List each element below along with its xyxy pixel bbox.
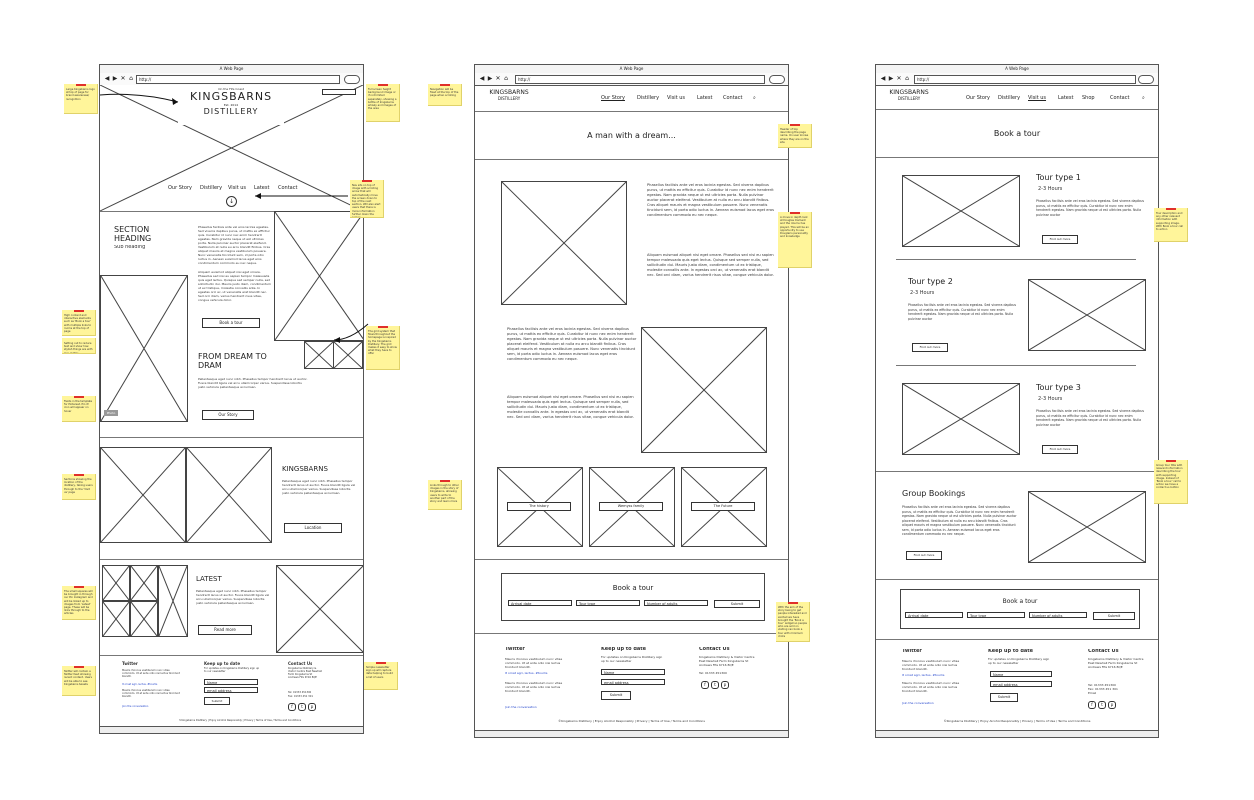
pinterest-icon[interactable]: p: [308, 703, 316, 711]
tour3-text: Phasellus facilisis ante vel eros lacinia egestas. Sed viverra dapibus purus, ut mattis ex efficitur quis. Curabitur id nunc nec enim hendrerit egestas. Nam gravida neque ut est ultricies porta. Nulla pulvinar auctor: [1036, 409, 1145, 427]
tweet-link[interactable]: It ornat agri, lectus. #tourlis: [122, 683, 158, 686]
annotation-note: [62, 474, 96, 500]
browser-toolbar: [876, 73, 1158, 86]
tweet-link[interactable]: It ornat agri, lectus. #tourlis: [505, 671, 548, 675]
note-text: Twitter will contain a Twitter feed showing recent content. Users will be able to see Kingsbarns tweets: [64, 670, 92, 686]
email-field[interactable]: email address: [990, 681, 1052, 687]
contact-address: Kingsbarns Distillery & Visitor Centre East Newhall Farm Kingsbarns St Andrews Fife KY16 8QE: [699, 655, 755, 667]
kingsbarns-text: Pellentesque eget nunc nibh. Phasellus tempor hendrerit lacus ut auctor. Fusce blandit ligula vel arcu ullamcorper varius. Suspendisse lobortis justo vehicula pellentesque accumsan.: [282, 479, 356, 495]
latest-text: Pellentesque eget nunc nibh. Phasellus tempor hendrerit lacus ut auctor. Fusce blandit ligula vel arcu ullamcorper varius. Suspendisse lobortis justo vehicula pellentesque accumsan.: [196, 589, 270, 605]
divider: [100, 559, 363, 560]
annotation-note: [64, 84, 98, 114]
pin-icon: [74, 396, 84, 398]
brand-line2: DISTILLERY: [203, 107, 259, 116]
twitter-title: Twitter: [505, 647, 525, 652]
brand-line2: DISTILLERY: [497, 96, 521, 101]
brand-line1: KINGSBARNS: [189, 90, 273, 103]
booking-title: Book a tour: [612, 584, 654, 592]
contact-title: Contact Us: [288, 661, 313, 666]
tour1-text: Phasellus facilisis ante vel eros lacinia egestas. Sed viverra dapibus purus, ut mattis ex efficitur quis. Curabitur id nunc nec enim hendrerit egestas. Nam gravida neque ut est ultricies porta. Nulla pulvinar auctor: [1036, 199, 1145, 217]
tour3-find-out-more-button[interactable]: Find out more: [1042, 445, 1078, 454]
note-text: Full screen height background image or if not limited separately, showing a bottle of kingsbarns whisky and images of the area: [368, 88, 397, 111]
browser-search-input[interactable]: [344, 75, 360, 84]
tweet-text: Mauris rhoncus vestibulum nunc vitae commodo. Ut et ante odio nisi lectus tincidunt blandit.: [902, 659, 960, 671]
facebook-icon[interactable]: f: [1088, 701, 1096, 709]
brand-line2: DISTILLERY: [897, 96, 921, 101]
tweet-text-2: Mauris rhoncus vestibulum nunc vitae commodo. Ut et ante odio nisi lectus tincidunt blandit.: [122, 689, 180, 698]
tour2-title: Tour type 2: [908, 277, 953, 286]
back-icon[interactable]: ◀: [104, 75, 110, 82]
note-text: Fields in the template for Pinterest. Pin it! icon will appear on hover: [64, 400, 93, 413]
story-image-placeholder-2: [641, 327, 767, 453]
book-tour-button[interactable]: Book a tour: [202, 318, 260, 328]
nav-visit-us[interactable]: Visit us: [228, 185, 247, 191]
newsletter-submit-button[interactable]: Submit: [601, 691, 631, 700]
forward-icon[interactable]: ▶: [112, 75, 118, 82]
story-text-3: Phasellus facilisis ante vel eros lacinia egestas. Sed viverra dapibus purus, ut mattis ex efficitur quis. Curabitur id nunc nec enim hendrerit egestas. Nam gravida neque ut est ultricies porta. Nulla pulvinar auctor placerat eleifend. Vestibulum at nulla eu arcu blandit finibus. Cras aliquet mauris et magna vestibulum posuere. Nunc venenatis tincidunt sem, id porta odio luctus in. Aenean euismod lacus eget eros condimentum commodo eu nec neque.: [507, 327, 637, 361]
nav-latest[interactable]: Latest: [254, 185, 270, 191]
tour3-image-placeholder: [902, 383, 1020, 455]
note-text: High content and interactive elements such as 'Book a tour' with multiple links to rooms at the top of page: [64, 314, 92, 334]
wireframe-homepage: [99, 64, 364, 734]
tweet-link[interactable]: It ornat agri, lectus. #tourlis: [902, 673, 945, 677]
tour3-title: Tour type 3: [1036, 383, 1081, 392]
contact-email: Email: [1088, 691, 1097, 695]
annotation-note: [366, 84, 400, 122]
twitter-title: Twitter: [122, 661, 138, 666]
forward-icon[interactable]: ▶: [888, 75, 894, 82]
note-text: Large Kingsbarns logo at top of page for brand awareness/ recognition: [66, 88, 95, 101]
twitter-more-link[interactable]: Join the conversation: [902, 701, 934, 705]
tour2-hours: 2-3 Hours: [910, 290, 935, 296]
tweet-text-2: Mauris rhoncus vestibulum nunc vitae commodo. Ut et ante odio nisi lectus tincidunt blandit.: [505, 681, 563, 693]
keep-up-title: Keep up to date: [204, 661, 241, 666]
image-placeholder: [274, 211, 364, 341]
pin-icon: [440, 480, 450, 482]
tour1-hours: 2-3 Hours: [1038, 186, 1063, 192]
window-titlebar: A Web Page: [475, 65, 788, 74]
nav-contact[interactable]: Contact: [1110, 95, 1130, 101]
insta-image-placeholder-4: [130, 565, 158, 601]
tour3-hours: 2-3 Hours: [1038, 396, 1063, 402]
booking-widget: [501, 573, 765, 621]
email-field[interactable]: email address: [204, 687, 258, 693]
latest-image-placeholder: [276, 565, 364, 653]
note-text: A move in depth look at Douglas Clement and the role he has played. This will be an opportunity to use Douglas's personality and knowledge: [780, 216, 809, 239]
card-history-button[interactable]: The history: [507, 502, 571, 511]
note-text: Nav sits on top of image with scrolling arrow that will automatically move the screen down to top of the next section. Will also alert users that there is more information further down the screen: [352, 184, 381, 218]
name-field[interactable]: Name: [990, 671, 1052, 677]
arrival-date-select[interactable]: Arrival date: [905, 612, 963, 618]
pin-icon: [74, 310, 84, 312]
nav-our-story[interactable]: Our Story: [966, 95, 990, 101]
nav-visit-us[interactable]: Visit us: [1028, 95, 1047, 101]
window-statusbar: [475, 730, 788, 737]
location-image-placeholder-1: [100, 447, 186, 543]
location-image-placeholder-2: [186, 447, 272, 543]
pin-icon: [74, 586, 84, 588]
pin-icon: [76, 84, 86, 86]
booking-submit-button[interactable]: Submit: [714, 600, 760, 608]
facebook-icon[interactable]: f: [701, 681, 709, 689]
tour2-image-placeholder: [1028, 279, 1146, 351]
brand-logo-small: [483, 89, 535, 109]
tour-type-select[interactable]: Tour type: [576, 600, 640, 606]
pin-icon: [788, 602, 798, 604]
page-hero-title: A man with a dream...: [587, 131, 676, 140]
page-hero-title: Book a tour: [993, 129, 1041, 138]
url-bar[interactable]: http://: [515, 75, 765, 84]
tweet-text: Mauris rhoncus vestibulum nunc vitae commodo. Ut et ante odio nisi lectus tincidunt blandit.: [505, 657, 563, 669]
tweet-text: Mauris rhoncus vestibulum nunc vitae commodo. Ut et ante odio nisi lectus tincidunt blandit.: [122, 669, 180, 678]
annotation-note: [364, 662, 398, 690]
nav-our-story[interactable]: Our Story: [601, 95, 625, 101]
card-family-button[interactable]: Wemyss family: [599, 502, 663, 511]
browser-search-input[interactable]: [1138, 75, 1154, 84]
tall-image-placeholder: [100, 275, 188, 422]
annotation-note: [1154, 208, 1188, 242]
insta-image-placeholder-2: [102, 601, 130, 637]
forward-icon[interactable]: ▶: [487, 75, 493, 82]
footer: [100, 655, 363, 727]
story-text-2: Aliquam euismod aliquet nisi eget ornare. Phasellus sed nisi eu sapien tempor malesuada quis eget lectus. Quisque sed semper nulla, sed sollicitudin dui. Mauris justo diam, condimentum ut ex tristique, molestie convallis ante. In egestas orci ac, ut venenatis erat blandit nec. Sed orci diam, varius hendrerit risus vitae, congue vehicula dolor.: [647, 253, 774, 277]
contact-phone: Tel: 01333 451300: [288, 691, 312, 694]
divider: [896, 259, 1136, 260]
nav-latest[interactable]: Latest: [1058, 95, 1074, 101]
pin-icon: [440, 84, 450, 86]
home-icon[interactable]: ⌂: [129, 75, 133, 82]
pin-icon: [1166, 460, 1176, 462]
home-icon[interactable]: ⌂: [905, 75, 909, 82]
thumb-image-placeholder-1: [304, 341, 334, 369]
search-icon[interactable]: ⌕: [1142, 95, 1145, 101]
keep-up-text: For updates on Kingsbarns Distillery sign up to our newsletter: [204, 667, 260, 673]
footer: [475, 633, 788, 731]
section-text: Phasellus facilisis ante vel eros lacinia egestas. Sed viverra dapibus purus, ut mattis ex efficitur quis. Curabitur id nunc nec enim hendrerit egestas. Nam gravida neque ut est ultricies porta. Nulla pulvinar auctor placerat eleifend. Vestibulum at nulla eu arcu blandit finibus. Cras aliquet mauris et magna vestibulum posuere. Nunc venenatis tincidunt sem, id porta odio luctus in. Aenean euismod lacus eget eros condimentum commodo eu nec neque.: [198, 225, 271, 265]
contact-address: Kingsbarns Distillery & Visitor Centre East Newhall Farm Kingsbarns St Andrews Fife KY16 8QE: [1088, 657, 1144, 669]
back-icon[interactable]: ◀: [479, 75, 485, 82]
from-dream-heading: FROM DREAM TO DRAM: [198, 352, 267, 370]
pinterest-icon[interactable]: p: [721, 681, 729, 689]
close-icon[interactable]: ✕: [896, 75, 902, 82]
name-field[interactable]: Name: [601, 669, 665, 675]
annotation-note: [778, 124, 812, 148]
card-future-button[interactable]: The Future: [691, 502, 755, 511]
note-text: Links through to other images in the story of Kingsbarns, allowing users to write to another part of the story and learn more: [430, 484, 459, 504]
pin-icon: [1166, 208, 1176, 210]
annotation-note: [62, 396, 96, 422]
nav-contact[interactable]: Contact: [723, 95, 743, 101]
story-text-1: Phasellus facilisis ante vel eros lacinia egestas. Sed viverra dapibus purus, ut mattis ex efficitur quis. Curabitur id nunc nec enim hendrerit egestas. Nam gravida neque ut est ultricies porta. Nulla pulvinar auctor placerat eleifend. Vestibulum at nulla eu arcu blandit finibus. Cras aliquet mauris et magna vestibulum posuere. Nunc venenatis tincidunt sem, id porta odio luctus in. Aenean euismod lacus eget eros condimentum commodo eu nec neque.: [647, 183, 774, 217]
annotation-note: [366, 326, 400, 370]
keep-up-title: Keep up to date: [988, 649, 1034, 654]
annotation-note: [1154, 460, 1188, 504]
divider: [876, 579, 1158, 580]
annotation-note: [776, 602, 810, 642]
hero-search-input[interactable]: [322, 89, 356, 95]
location-button[interactable]: Location: [284, 523, 342, 533]
contact-fax: Fax: 01333 451 301: [1088, 687, 1118, 691]
footer: [876, 639, 1158, 731]
url-bar[interactable]: http://: [136, 75, 340, 84]
newsletter-submit-button[interactable]: Submit: [990, 693, 1018, 702]
pinterest-icon[interactable]: p: [1108, 701, 1116, 709]
main-nav: [601, 95, 781, 103]
nav-our-story[interactable]: Our Story: [168, 185, 192, 191]
annotation-note: [428, 480, 462, 510]
contact-title: Contact Us: [1088, 649, 1119, 654]
contact-fax: Fax: 01333 451 301: [288, 695, 313, 698]
tour2-find-out-more-button[interactable]: Find out more: [912, 343, 948, 352]
tour1-find-out-more-button[interactable]: Find out more: [1042, 235, 1078, 244]
sub-heading: Sub heading: [114, 245, 146, 250]
browser-search-input[interactable]: [769, 75, 785, 84]
email-field[interactable]: email address: [601, 679, 665, 685]
tour-type-select[interactable]: Tour type: [967, 612, 1025, 618]
pin-it-tag[interactable]: Photo: [104, 410, 118, 416]
note-text: Header of top describing the page name. On user knows where they are on the site: [780, 128, 809, 144]
wireframe-our-story: [474, 64, 789, 738]
section-text-2: Aliquam euismod aliquet nisi eget ornare. Phasellus sed nisi eu sapien tempor malesuada quis eget lectus. Quisque sed semper nulla, sed sollicitudin dui. Mauris justo diam, condimentum ut ex tristique, molestie convallis ante. In egestas orci ac, ut venenatis erat blandit nec. Sed orci diam, varius hendrerit risus vitae, congue vehicula dolor.: [198, 270, 271, 302]
annotation-note: [428, 84, 462, 106]
pin-icon: [378, 84, 388, 86]
window-statusbar: [100, 726, 363, 733]
insta-image-placeholder-1: [102, 565, 130, 601]
nav-contact[interactable]: Contact: [278, 185, 298, 191]
pin-icon: [790, 212, 800, 214]
window-titlebar: A Web Page: [100, 65, 363, 74]
tour1-image-placeholder: [902, 175, 1020, 247]
pin-icon: [362, 180, 372, 182]
tour2-text: Phasellus facilisis ante vel eros lacinia egestas. Sed viverra dapibus purus, ut mattis ex efficitur quis. Curabitur id nunc nec enim hendrerit egestas. Nam gravida neque ut est ultricies porta. Nulla pulvinar auctor: [908, 303, 1017, 321]
newsletter-submit-button[interactable]: Submit: [204, 697, 230, 705]
note-text: Simple newsletter sign up will capture data helping to build a list of users: [366, 666, 393, 679]
main-nav: [966, 95, 1154, 103]
note-text: With the aim of the story being to get people interested and excited we have brought the 'Book a tour' widget so people who are sold on visiting can book a tour with minimum clicks: [778, 606, 807, 638]
divider: [896, 365, 1136, 366]
note-text: The grid system that flows throughout the homepage is inspired by the Kingsbarns Distillery. The grid makes it easy to show what they have to offer: [368, 330, 397, 356]
keep-up-title: Keep up to date: [601, 647, 647, 652]
booking-widget: [900, 589, 1140, 629]
facebook-icon[interactable]: f: [288, 703, 296, 711]
note-text: Sections showing the location of the distillery, taking users through to the 'Visit us' page: [64, 478, 93, 494]
note-text: Setting out to reduce text and show how stylish things are with less clutter: [64, 342, 93, 354]
note-text: Tour description and any other relevant information with supporting image. With Book a tour call to action: [1156, 212, 1184, 232]
close-icon[interactable]: ✕: [120, 75, 126, 82]
footer-bottom-links[interactable]: ©Kingsbarns Distillery | Enjoy Alcohol Responsibly | Privacy | Terms of Use / Terms and Conditions: [558, 719, 705, 723]
note-text: Navigation will be fixed at the top of the page when scrolling: [430, 88, 459, 98]
twitter-title: Twitter: [902, 649, 922, 654]
annotation-note: [62, 310, 96, 336]
group-find-out-more-button[interactable]: Find out more: [906, 551, 942, 560]
nav-latest[interactable]: Latest: [697, 95, 713, 101]
keep-up-text: For updates on Kingsbarns Distillery sign up to our newsletter: [601, 655, 663, 663]
back-icon[interactable]: ◀: [880, 75, 886, 82]
window-statusbar: [876, 730, 1158, 737]
pin-icon: [74, 666, 84, 668]
latest-heading: LATEST: [196, 575, 222, 583]
section-heading: SECTION HEADING: [114, 225, 152, 243]
annotation-note: [350, 180, 384, 218]
story-text-4: Aliquam euismod aliquet nisi eget ornare. Phasellus sed nisi eu sapien tempor malesuada quis eget lectus. Quisque sed semper nulla, sed sollicitudin dui. Mauris justo diam, condimentum ut ex tristique, molestie convallis ante. In egestas orci ac, ut venenatis erat blandit nec. Sed orci diam, varius hendrerit risus vitae, congue vehicula dolor.: [507, 395, 634, 419]
url-bar[interactable]: http://: [914, 75, 1136, 84]
brand-small-top: On the Fife Coast: [218, 87, 244, 91]
our-story-button[interactable]: Our Story: [202, 410, 254, 420]
group-bookings-title: Group Bookings: [902, 489, 966, 498]
nav-distillery[interactable]: Distillery: [200, 185, 223, 191]
brand-logo-small: [884, 89, 934, 109]
from-dream-text: Pellentesque eget nunc nibh. Phasellus tempor hendrerit lacus ut auctor. Fusce blandit ligula vel arcu ullamcorper varius. Suspendisse lobortis justo vehicula pellentesque accumsan.: [198, 377, 308, 389]
divider: [876, 471, 1158, 472]
twitter-more-link[interactable]: Join the conversation: [505, 705, 537, 709]
booking-title: Book a tour: [1002, 598, 1038, 605]
thumb-image-placeholder-2: [333, 341, 363, 369]
scroll-down-arrow-icon[interactable]: ↓: [226, 196, 237, 207]
divider: [100, 437, 363, 438]
contact-title: Contact Us: [699, 647, 730, 652]
annotation-note: [62, 338, 96, 354]
tweet-text-2: Mauris rhoncus vestibulum nunc vitae commodo. Ut et ante odio nisi lectus tincidunt blandit.: [902, 681, 960, 693]
annotation-note: [62, 666, 96, 696]
pin-icon: [378, 326, 388, 328]
pin-icon: [376, 662, 386, 664]
twitter-more-link[interactable]: Join the conversation: [122, 705, 149, 708]
adults-select[interactable]: Number of adults: [644, 600, 708, 606]
window-titlebar: A Web Page: [876, 65, 1158, 74]
group-image-placeholder: [1028, 491, 1146, 563]
read-more-button[interactable]: Read more: [198, 625, 252, 635]
brand-line1: KINGSBARNS: [489, 89, 529, 96]
annotation-note: [778, 212, 812, 268]
insta-image-placeholder-5: [158, 565, 188, 637]
nav-distillery[interactable]: Distillery: [637, 95, 660, 101]
brand-logo: [178, 87, 284, 125]
nav-visit-us[interactable]: Visit us: [667, 95, 686, 101]
contact-phone: Tel: 01333 451300: [1088, 683, 1116, 687]
main-nav: [168, 185, 308, 193]
browser-toolbar: [475, 73, 788, 86]
arrival-date-select[interactable]: Arrival date: [508, 600, 572, 606]
annotation-note: [62, 586, 96, 620]
keep-up-text: For updates on Kingsbarns Distillery sign up to our newsletter: [988, 657, 1050, 665]
booking-submit-button[interactable]: Submit: [1093, 612, 1135, 620]
pin-icon: [74, 474, 84, 476]
twitter-icon[interactable]: t: [298, 703, 306, 711]
name-field[interactable]: Name: [204, 679, 258, 685]
note-text: Group tour title with relevant information describing the tour with supporting image. Instead of 'Book a tour' call to action we have a contact us button: [1156, 464, 1183, 490]
contact-address: Kingsbarns Distillery & Visitor Centre East Newhall Farm Kingsbarns St Andrews Fife KY16 8QE: [288, 667, 322, 679]
close-icon[interactable]: ✕: [495, 75, 501, 82]
insta-image-placeholder-3: [130, 601, 158, 637]
divider: [475, 159, 788, 160]
nav-distillery[interactable]: Distillery: [998, 95, 1021, 101]
footer-bottom-links[interactable]: ©Kingsbarns Distillery | Enjoy Alcohol Responsibly | Privacy | Terms of Use / Terms and Conditions: [178, 719, 302, 722]
nav-shop[interactable]: Shop: [1082, 95, 1095, 101]
divider: [876, 157, 1158, 158]
adults-select[interactable]: Number of adults: [1029, 612, 1087, 618]
home-icon[interactable]: ⌂: [504, 75, 508, 82]
divider: [876, 109, 1158, 110]
tour1-title: Tour type 1: [1036, 173, 1081, 182]
group-bookings-text: Phasellus facilisis ante vel eros lacinia egestas. Sed viverra dapibus purus, ut mattis ex efficitur quis. Curabitur id nunc nec enim hendrerit egestas. Nam gravida neque ut est ultricies porta. Nulla pulvinar auctor placerat eleifend. Vestibulum at nulla eu arcu blandit finibus. Cras aliquet mauris et magna vestibulum posuere. Nunc venenatis tincidunt sem, id porta odio luctus in. Aenean euismod lacus eget eros condimentum commodo eu nec neque.: [902, 505, 1017, 536]
note-text: The small squares will be brought in through our Pin Instagram and will be linked up to images from 'Latest' page. These will be links through to the articles: [64, 590, 93, 616]
brand-tagline: Est. 2014: [223, 103, 239, 107]
footer-bottom-links[interactable]: ©Kingsbarns Distillery | Enjoy Alcohol Responsibly | Privacy | Terms of Use / Terms and Conditions: [943, 719, 1091, 723]
divider: [475, 559, 788, 560]
brand-line1: KINGSBARNS: [889, 89, 929, 96]
twitter-icon[interactable]: t: [711, 681, 719, 689]
search-icon[interactable]: ⌕: [753, 95, 756, 101]
story-image-placeholder-1: [501, 181, 627, 305]
pin-icon: [790, 124, 800, 126]
twitter-icon[interactable]: t: [1098, 701, 1106, 709]
kingsbarns-heading: KINGSBARNS: [282, 465, 328, 473]
wireframe-visit-us: [875, 64, 1159, 738]
contact-phone: Tel: 01333 451300: [699, 671, 727, 675]
divider: [475, 111, 788, 112]
